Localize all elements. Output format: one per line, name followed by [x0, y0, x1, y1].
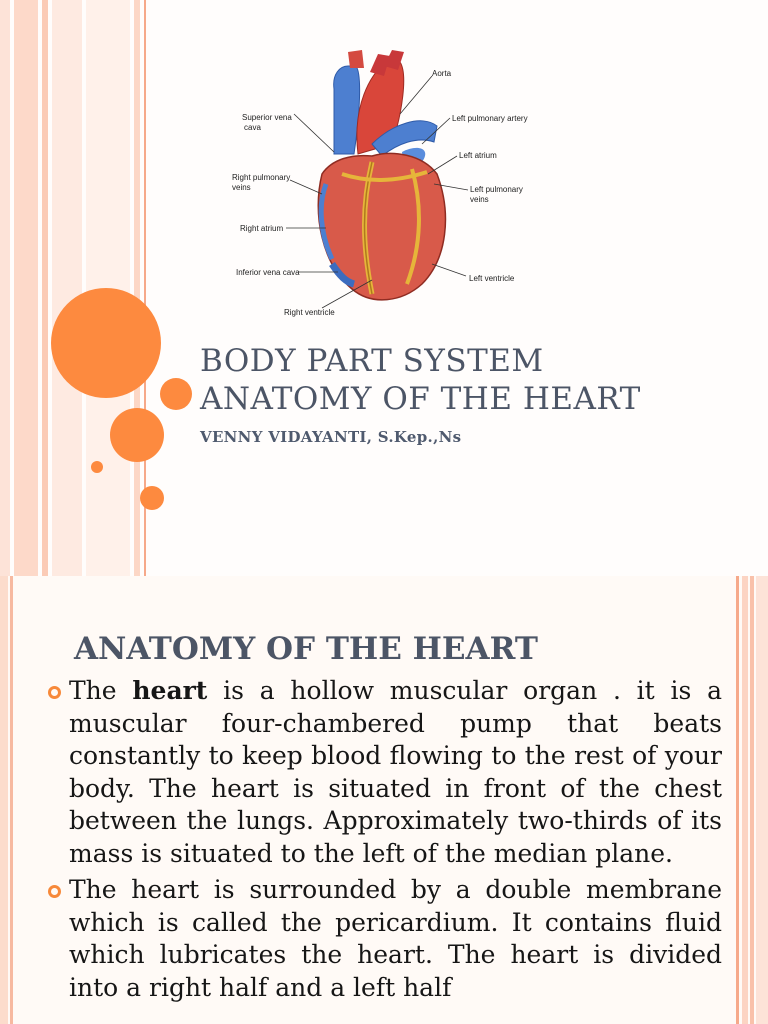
decor-strip [134, 0, 140, 576]
decor-strip [736, 576, 739, 1024]
bullet-circle-icon [48, 686, 61, 699]
bullet-item [46, 874, 722, 1004]
heart-body-shape [318, 153, 445, 299]
decor-strip [0, 576, 8, 1024]
decor-strip [10, 576, 13, 1024]
decor-strip [742, 576, 748, 1024]
content-slide [0, 576, 768, 1024]
label-inferior-vena-cava: Inferior vena cava [236, 268, 300, 277]
decor-circle [140, 486, 164, 510]
decor-strip [14, 0, 38, 576]
label-left-pulmonary-artery: Left pulmonary artery [452, 114, 528, 123]
label-aorta: Aorta [432, 69, 452, 78]
label-left-pulmonary-veins-2: veins [470, 195, 489, 204]
decor-strip [0, 0, 10, 576]
decor-strip [52, 0, 82, 576]
bullet-list [46, 675, 722, 1008]
label-superior-vena-cava-2: cava [244, 123, 261, 132]
slide-title-line2: ANATOMY OF THE HEART [200, 381, 641, 417]
heart-anatomy-diagram [222, 44, 552, 324]
decor-circle [160, 378, 192, 410]
label-right-pulmonary-veins: Right pulmonary [232, 173, 291, 182]
decor-strip [750, 576, 754, 1024]
bullet-text: The heart is surrounded by a double membrane which is called the pericardium. It contains fluid which lubricates the heart. The heart is divided into a right half and a left half [69, 875, 722, 1002]
decor-circle [51, 288, 161, 398]
bullet-circle-icon [48, 885, 61, 898]
author-name: VENNY VIDAYANTI, S.Kep.,Ns [200, 428, 462, 446]
label-right-atrium: Right atrium [240, 224, 284, 233]
bullet-text: is a hollow muscular organ . it is a muscular four-chambered pump that beats constantly to keep blood flowing to the rest of your body. The heart is situated in front of the chest between the lungs. Approximately two-thirds of its mass is situated to the left of the median plane. [69, 676, 722, 868]
bullet-text-prefix: The [69, 676, 133, 705]
label-right-pulmonary-veins-2: veins [232, 183, 251, 192]
bullet-bold-term: heart [132, 676, 208, 705]
label-left-pulmonary-veins: Left pulmonary [470, 185, 523, 194]
slide-heading: ANATOMY OF THE HEART [74, 631, 538, 667]
label-left-ventricle: Left ventricle [469, 274, 515, 283]
label-right-ventricle: Right ventricle [284, 308, 335, 317]
aortic-branch-shape [348, 50, 364, 68]
superior-vena-cava-shape [334, 66, 360, 154]
label-left-atrium: Left atrium [459, 151, 497, 160]
decor-strip [756, 576, 768, 1024]
heart-illustration [222, 44, 552, 324]
decor-circle [110, 408, 164, 462]
decor-strip [42, 0, 48, 576]
slide-title-line1: BODY PART SYSTEM [200, 343, 544, 379]
bullet-item [46, 675, 722, 870]
label-superior-vena-cava: Superior vena [242, 113, 292, 122]
decor-circle [91, 461, 103, 473]
